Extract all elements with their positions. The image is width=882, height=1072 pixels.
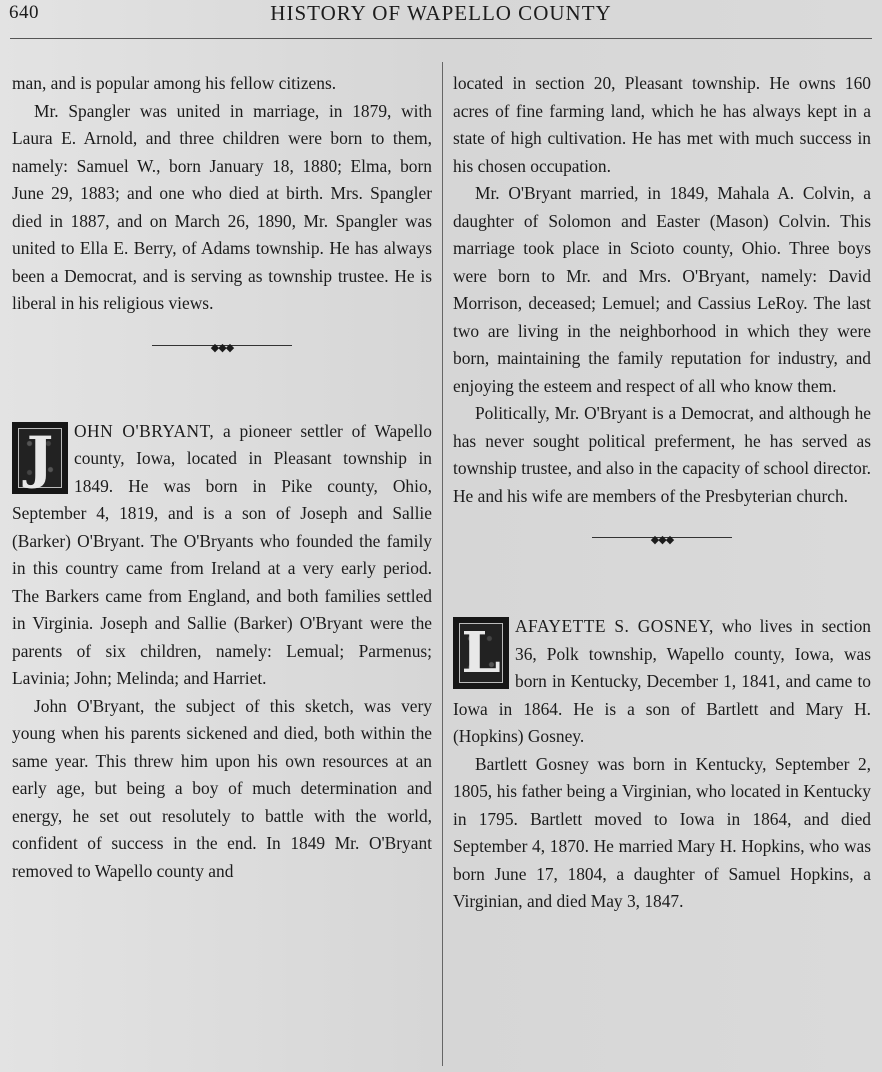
diamond-ornament-icon: ◆◆◆ — [650, 534, 674, 546]
paragraph: Bartlett Gosney was born in Kentucky, September 2, 1805, his father being a Virginian, who located in Kentucky in 1795. Bartlett moved to Iowa in 1864, and died September 4, 1870. He married Mary H. Hopkins, who was born June 17, 1804, a daughter of Samuel Hopkins, a Virginian, and died May 3, 1847. — [453, 753, 871, 911]
lead-name: OHN O'BRYANT, — [74, 420, 215, 441]
running-title: HISTORY OF WAPELLO COUNTY — [270, 1, 612, 25]
page-number: 640 — [9, 2, 39, 23]
paragraph — [453, 613, 871, 751]
paragraph: John O'Bryant, the subject of this sketch, was very young when his parents sickened and died, both within the same year. This threw him upon his own resources at an early age, but being a boy of much determination and energy, he set out resolutely to battle with the world, confident of success in the end. In 1849 Mr. O'Bryant removed to Wapello county and — [12, 695, 432, 881]
paragraph: Politically, Mr. O'Bryant is a Democrat, and although he has never sought political preferment, he has served as township trustee, and also in the capacity of school director. He and his wife are members of the Presbyterian church. — [453, 403, 871, 506]
dropcap-ornament — [453, 617, 509, 689]
column-divider-rule — [442, 62, 443, 1066]
left-column — [12, 70, 432, 885]
right-column — [453, 70, 871, 916]
paragraph: Mr. Spangler was united in marriage, in 1879, with Laura E. Arnold, and three children were born to them, namely: Samuel W., born January 18, 1880; Elma, born June 29, 1883; and one who died at birth. Mrs. Spangler died in 1887, and on March 26, 1890, Mr. Spangler was united to Ella E. Berry, of Adams township. He has always been a Democrat, and is serving as township trustee. He is liberal in his religious views. — [12, 100, 432, 313]
lead-name: AFAYETTE S. GOSNEY, — [515, 616, 714, 636]
paragraph: located in section 20, Pleasant township. He owns 160 acres of fine farming land, which he has always kept in a state of high cultivation. He has met with much success in his chosen occupation. — [453, 73, 871, 176]
paragraph — [12, 418, 432, 693]
biography-obryant — [12, 418, 432, 886]
dropcap-ornament — [12, 422, 68, 494]
paragraph: Mr. O'Bryant married, in 1849, Mahala A. Colvin, a daughter of Solomon and Easter (Mason) Colvin. This marriage took place in Scioto county, Ohio. Three boys were born to Mr. and Mrs. O'Bryant, namely: David Morrison, deceased; Lemuel; and Cassius LeRoy. The last two are living in the neighborhood in which they were born, maintaining the family reputation for industry, and enjoying the esteem and respect of all who know them. — [453, 183, 871, 396]
page-header — [0, 0, 882, 40]
paragraph-text: who lives in section 36, Polk township, Wapello county, Iowa, was born in Kentucky, December 1, 1841, and came to Iowa in 1864. He is a son of Bartlett and Mary H. (Hopkins) Gosney. — [453, 616, 871, 746]
dropcap-letter: J — [26, 424, 54, 491]
biography-gosney — [453, 613, 871, 916]
section-divider — [12, 318, 432, 373]
dropcap-letter: L — [461, 620, 501, 686]
header-rule — [10, 38, 872, 39]
paragraph: man, and is popular among his fellow citizens. — [12, 73, 337, 93]
paragraph-text: a pioneer settler of Wapello county, Iowa, located in Pleasant township in 1849. He was born in Pike county, Ohio, September 4, 1819, and is a son of Joseph and Sallie (Barker) O'Bryant. The O'Bryants who founded the family in this country came from Ireland at a very early period. The Barkers came from England, and both families settled in Virginia. Joseph and Sallie (Barker) O'Bryant were the parents of six children, namely: Lemual; Parmenus; Lavinia; John; Melinda; and Harriet. — [12, 420, 433, 688]
section-divider — [453, 510, 871, 565]
diamond-ornament-icon: ◆◆◆ — [210, 341, 234, 354]
